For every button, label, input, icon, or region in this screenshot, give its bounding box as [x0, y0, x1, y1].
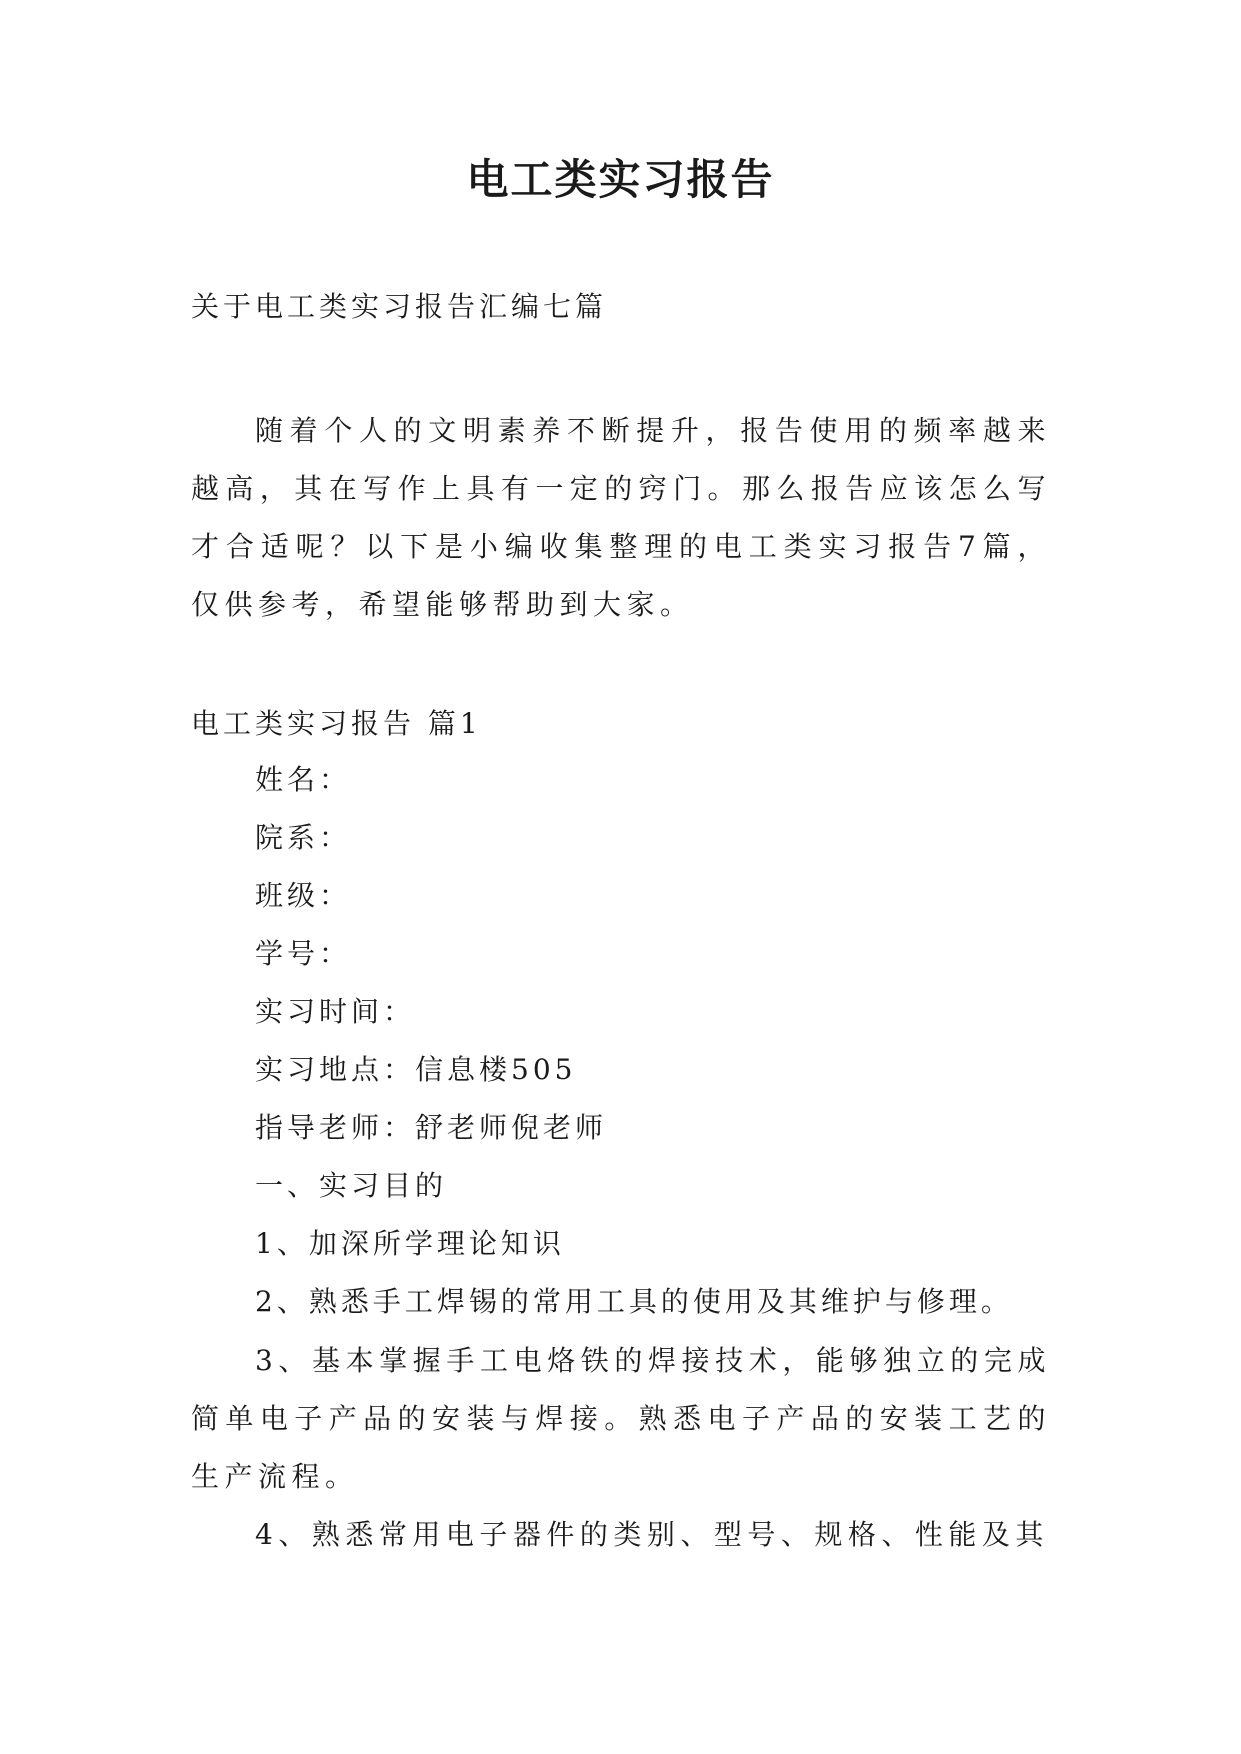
info-line-department: 院系：: [255, 821, 352, 854]
purpose-heading: 一、实习目的: [255, 1169, 448, 1202]
info-line-student-id: 学号：: [255, 937, 352, 970]
purpose-item-4: 4、熟悉常用电子器件的类别、型号、规格、性能及其: [255, 1518, 1049, 1551]
info-line-location: 实习地点：信息楼505: [255, 1053, 577, 1086]
intro-paragraph: 随着个人的文明素养不断提升，报告使用的频率越来越高，其在写作上具有一定的窍门。那么报告应该怎么写才合适呢？以下是小编收集整理的电工类实习报告7篇，仅供参考，希望能够帮助到大家。: [191, 414, 1051, 621]
info-lines: [191, 751, 1051, 1331]
section-heading: 电工类实习报告 篇1: [191, 707, 482, 740]
info-line-time: 实习时间：: [255, 995, 416, 1028]
purpose-item-1: 1、加深所学理论知识: [255, 1227, 565, 1260]
info-line-class: 班级：: [255, 879, 352, 912]
document-title: 电工类实习报告: [466, 155, 775, 204]
purpose-item-3: 3、基本掌握手工电烙铁的焊接技术，能够独立的完成简单电子产品的安装与焊接。熟悉电子产品的安装工艺的生产流程。: [191, 1344, 1051, 1493]
purpose-item-2: 2、熟悉手工焊锡的常用工具的使用及其维护与修理。: [255, 1285, 1013, 1318]
info-line-instructor: 指导老师：舒老师倪老师: [255, 1111, 608, 1144]
document-subtitle: 关于电工类实习报告汇编七篇: [191, 290, 608, 323]
info-line-name: 姓名：: [255, 763, 352, 796]
